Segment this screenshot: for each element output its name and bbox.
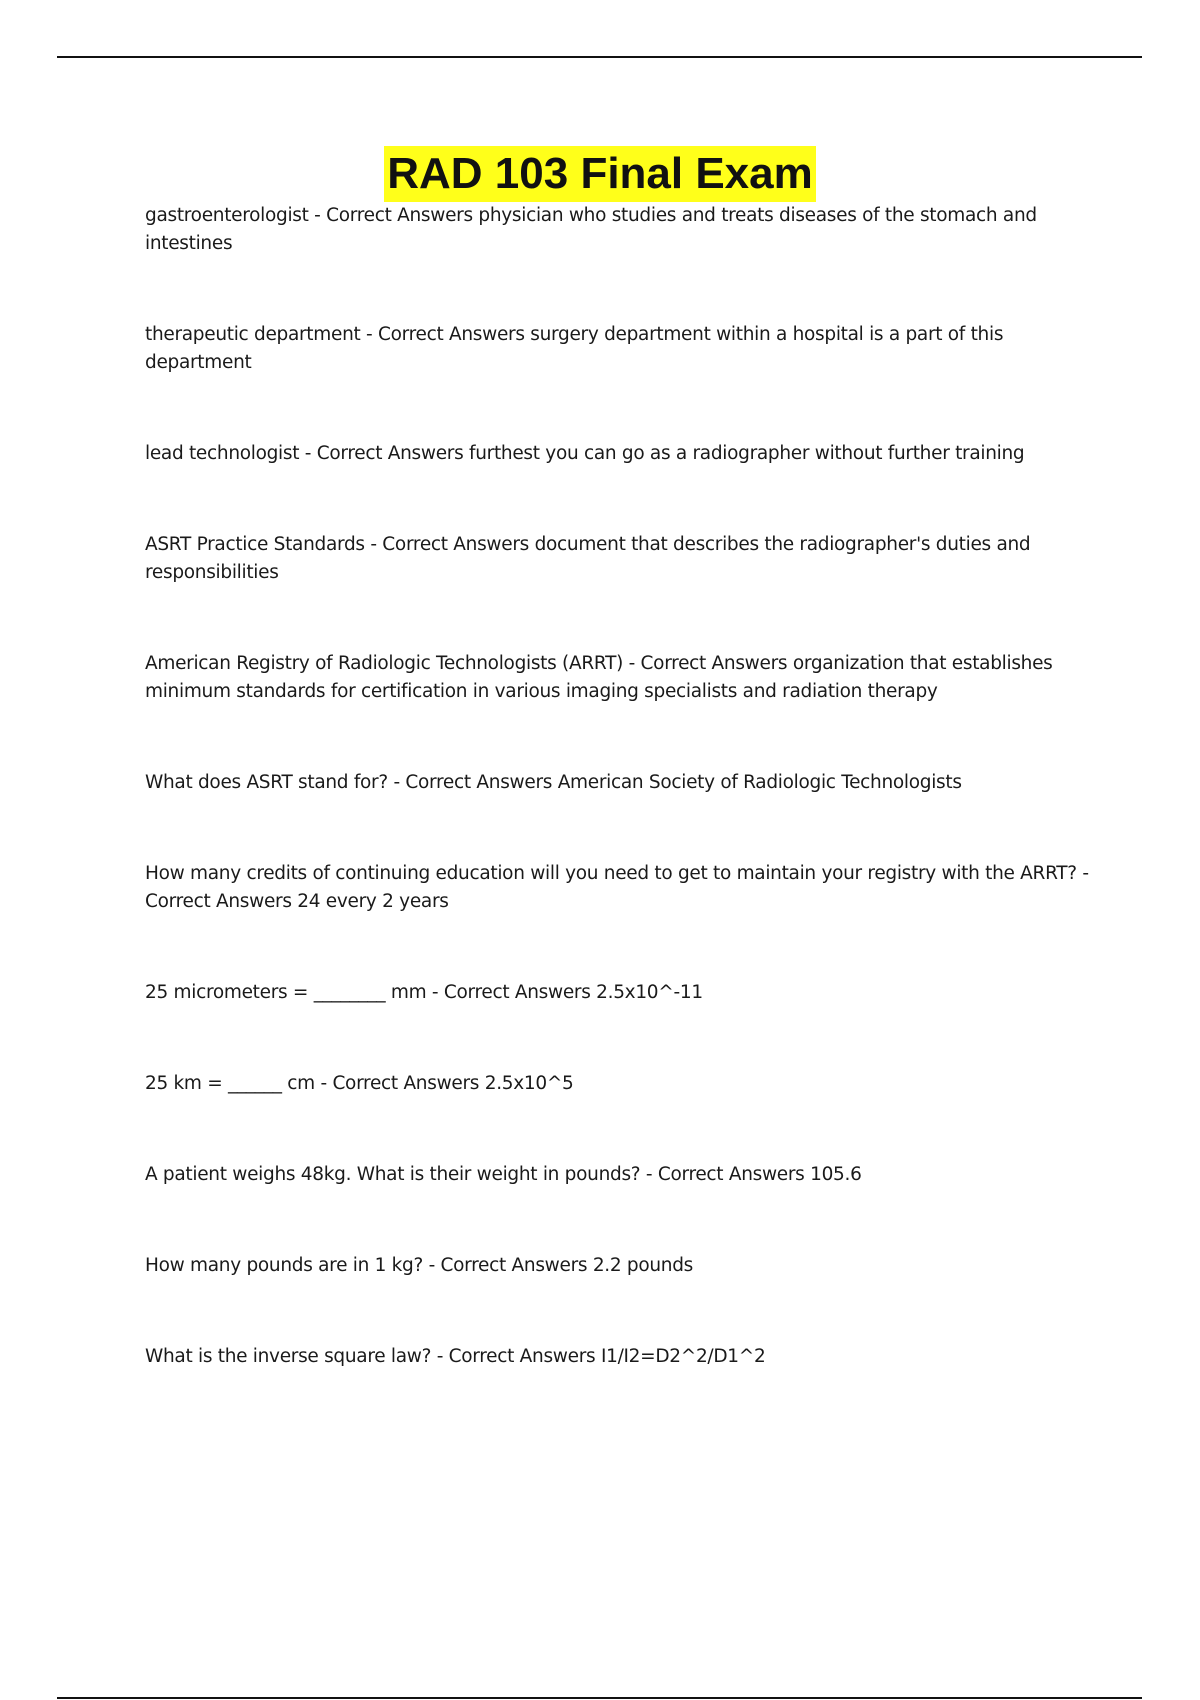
qa-item xyxy=(145,202,1090,258)
qa-answer: 2.5x10^5 xyxy=(484,1073,574,1094)
qa-item xyxy=(145,1070,1090,1098)
qa-list xyxy=(145,202,1090,1434)
qa-separator: - Correct Answers xyxy=(308,205,479,226)
qa-answer: 2.2 pounds xyxy=(592,1255,694,1276)
qa-term: What is the inverse square law? xyxy=(145,1346,432,1367)
qa-answer: surgery department within a hospital is a part of this department xyxy=(145,324,1004,373)
qa-term: 25 micrometers = ________ mm xyxy=(145,982,427,1003)
qa-term: What does ASRT stand for? xyxy=(145,772,388,793)
qa-answer: 24 every 2 years xyxy=(297,891,449,912)
qa-answer: 105.6 xyxy=(810,1164,862,1185)
qa-separator: - Correct Answers xyxy=(299,443,470,464)
top-divider xyxy=(57,56,1142,58)
qa-answer: I1/I2=D2^2/D1^2 xyxy=(600,1346,766,1367)
qa-term: ASRT Practice Standards xyxy=(145,534,365,555)
qa-term: 25 km = ______ cm xyxy=(145,1073,315,1094)
document-title: RAD 103 Final Exam xyxy=(384,146,816,202)
qa-separator: - Correct Answers xyxy=(423,1255,593,1276)
qa-answer: organization that establishes minimum standards for certification in various imaging specialists and radiation therapy xyxy=(145,653,1053,702)
qa-separator: - Correct Answers xyxy=(314,1073,485,1094)
qa-term: therapeutic department xyxy=(145,324,361,345)
qa-separator: - Correct Answers xyxy=(387,772,558,793)
qa-answer: document that describes the radiographer's duties and responsibilities xyxy=(145,534,1031,583)
qa-item xyxy=(145,650,1090,706)
qa-item xyxy=(145,321,1090,377)
qa-separator: - Correct Answers xyxy=(145,863,1089,912)
qa-item xyxy=(145,531,1090,587)
qa-separator: - Correct Answers xyxy=(640,1164,811,1185)
qa-item xyxy=(145,769,1090,797)
qa-answer: 2.5x10^-11 xyxy=(596,982,703,1003)
qa-separator: - Correct Answers xyxy=(623,653,793,674)
qa-item xyxy=(145,440,1090,468)
qa-answer: furthest you can go as a radiographer without further training xyxy=(469,443,1025,464)
qa-answer: American Society of Radiologic Technologists xyxy=(557,772,962,793)
qa-item xyxy=(145,979,1090,1007)
qa-item xyxy=(145,1343,1090,1371)
qa-term: American Registry of Radiologic Technologists (ARRT) xyxy=(145,653,624,674)
title-block xyxy=(0,146,1200,202)
qa-separator: - Correct Answers xyxy=(364,534,535,555)
qa-term: A patient weighs 48kg. What is their weight in pounds? xyxy=(145,1164,641,1185)
bottom-divider xyxy=(57,1697,1142,1699)
qa-separator: - Correct Answers xyxy=(426,982,597,1003)
qa-item xyxy=(145,1161,1090,1189)
qa-separator: - Correct Answers xyxy=(360,324,531,345)
qa-separator: - Correct Answers xyxy=(431,1346,601,1367)
qa-term: How many credits of continuing education will you need to get to maintain your registry with the ARRT? xyxy=(145,863,1077,884)
qa-term: How many pounds are in 1 kg? xyxy=(145,1255,423,1276)
qa-term: lead technologist xyxy=(145,443,300,464)
qa-term: gastroenterologist xyxy=(145,205,309,226)
qa-item xyxy=(145,860,1090,916)
qa-answer: physician who studies and treats diseases of the stomach and intestines xyxy=(145,205,1037,254)
qa-item xyxy=(145,1252,1090,1280)
